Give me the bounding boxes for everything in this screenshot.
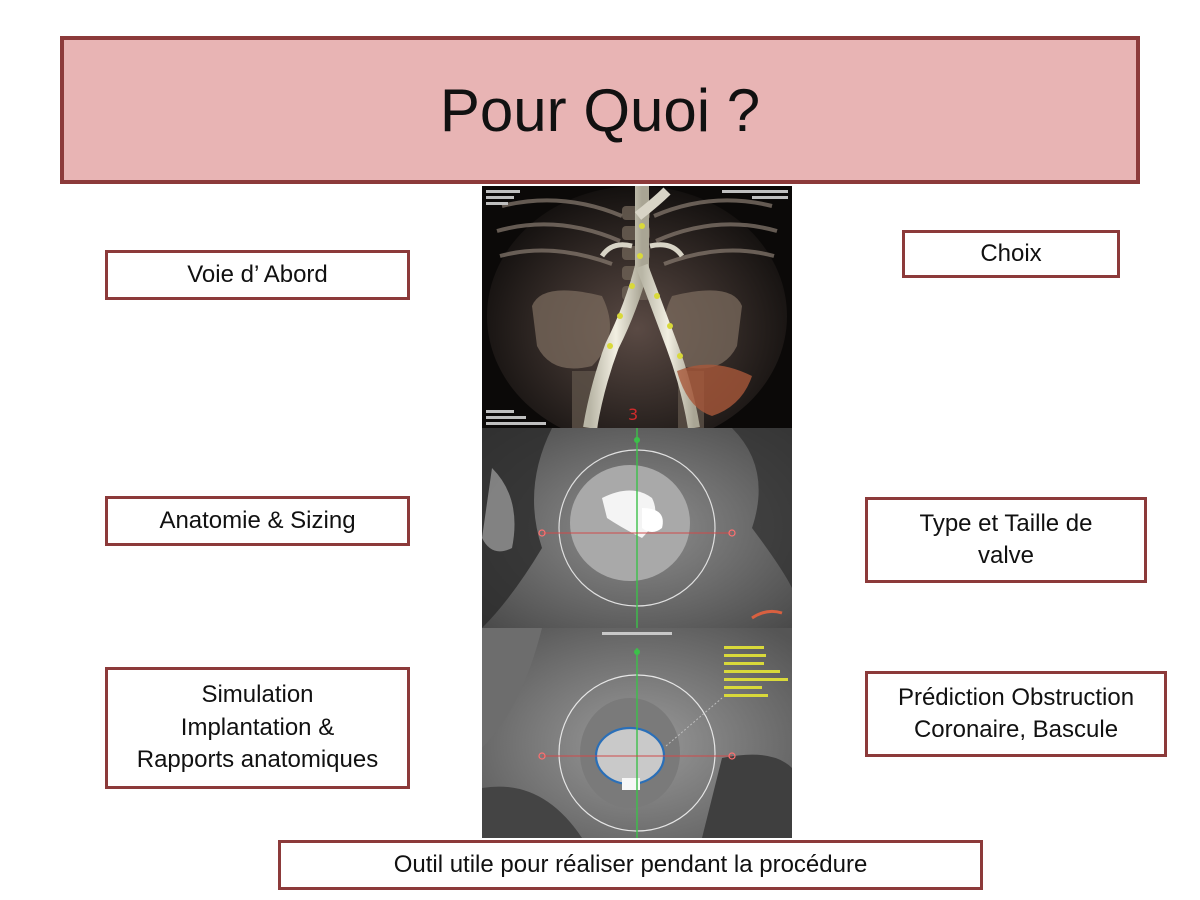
- label-line: Anatomie & Sizing: [159, 506, 356, 534]
- label-simulation: [105, 667, 410, 789]
- title-banner: [60, 36, 1140, 184]
- label-line: Rapports anatomiques: [136, 746, 379, 774]
- label-line: Prédiction Obstruction: [897, 683, 1135, 711]
- svg-text:3: 3: [628, 405, 639, 424]
- slide-title: Pour Quoi ?: [439, 76, 761, 144]
- ct-perpendicular-plane-view: [482, 628, 792, 838]
- label-choix: [902, 230, 1120, 278]
- label-line: Simulation: [201, 681, 314, 709]
- label-anatomie-sizing: [105, 496, 410, 546]
- label-line: Type et Taille de: [919, 509, 1093, 537]
- label-type-taille: [865, 497, 1147, 583]
- label-line: Coronaire, Bascule: [913, 716, 1119, 743]
- footer-text: Outil utile pour réaliser pendant la procédure: [393, 850, 868, 878]
- footer-note: [278, 840, 983, 890]
- ct-annulus-sizing-view: [482, 428, 792, 628]
- label-line: Choix: [980, 239, 1042, 267]
- label-prediction: [865, 671, 1167, 757]
- label-voie-abord: [105, 250, 410, 300]
- label-line: Implantation &: [180, 713, 335, 741]
- ct-3d-vascular-reconstruction: [482, 186, 792, 428]
- label-line: Voie d’ Abord: [187, 260, 328, 288]
- label-line: valve: [977, 542, 1034, 569]
